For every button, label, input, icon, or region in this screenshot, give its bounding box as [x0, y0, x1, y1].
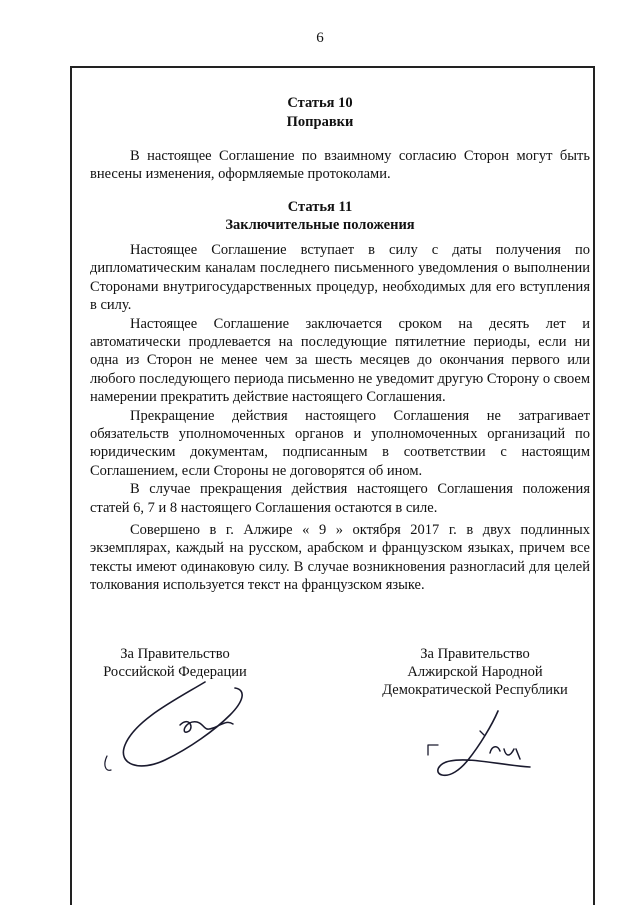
- closing-body: [90, 521, 590, 595]
- article-11-subtitle: Заключительные положения: [225, 217, 415, 233]
- article-11-body: [90, 241, 590, 517]
- signature-block-right: [370, 645, 580, 699]
- signature-left-line2: Российской Федерации: [103, 664, 247, 680]
- article-11-paragraph: Настоящее Соглашение вступает в силу с даты получения по дипломатическим каналам последнего письменного уведомления о выполнении Сторонами внутригосударственных процедур, необходимых для его вступления в силу.: [90, 242, 590, 314]
- article-10-body: [90, 147, 590, 184]
- signature-left-line1: За Правительство: [120, 646, 230, 662]
- handwritten-signature-left: [95, 660, 265, 780]
- article-11-title: Статья 11: [287, 199, 353, 215]
- article-11-paragraph: Прекращение действия настоящего Соглашения не затрагивает обязательств уполномоченных органов и уполномоченных организаций по юридическим документам, подписанным в соответствии с настоящим Соглашением, если Стороны не договорятся об ином.: [90, 407, 590, 479]
- article-10-title: Статья 10: [287, 95, 353, 111]
- signature-right-line1: За Правительство: [420, 646, 530, 662]
- article-11-paragraph: В случае прекращения действия настоящего Соглашения положения статей 6, 7 и 8 настоящего Соглашения остаются в силе.: [90, 481, 590, 516]
- page-number: 6: [316, 30, 324, 46]
- article-10-subtitle: Поправки: [286, 114, 354, 130]
- article-10-paragraph: В настоящее Соглашение по взаимному согласию Сторон могут быть внесены изменения, оформляемые протоколами.: [90, 148, 590, 183]
- closing-paragraph: Совершено в г. Алжире « 9 » октября 2017 г. в двух подлинных экземплярах, каждый на русском, арабском и французском языках, причем все тексты имеют одинаковую силу. В случае возникновения разногласий для целей толкования используется текст на французском языке.: [90, 522, 590, 594]
- signature-right-line3: Демократической Республики: [382, 682, 568, 698]
- article-11-paragraph: Настоящее Соглашение заключается сроком на десять лет и автоматически продлевается на последующие пятилетние периоды, если ни одна из Сторон не менее чем за шесть месяцев до окончания первого или любого последующего периода письменно не уведомит другую Сторону о своем намерении прекратить действие настоящего Соглашения.: [90, 315, 590, 406]
- signature-right-line2: Алжирской Народной: [407, 664, 543, 680]
- handwritten-signature-right: [420, 705, 550, 790]
